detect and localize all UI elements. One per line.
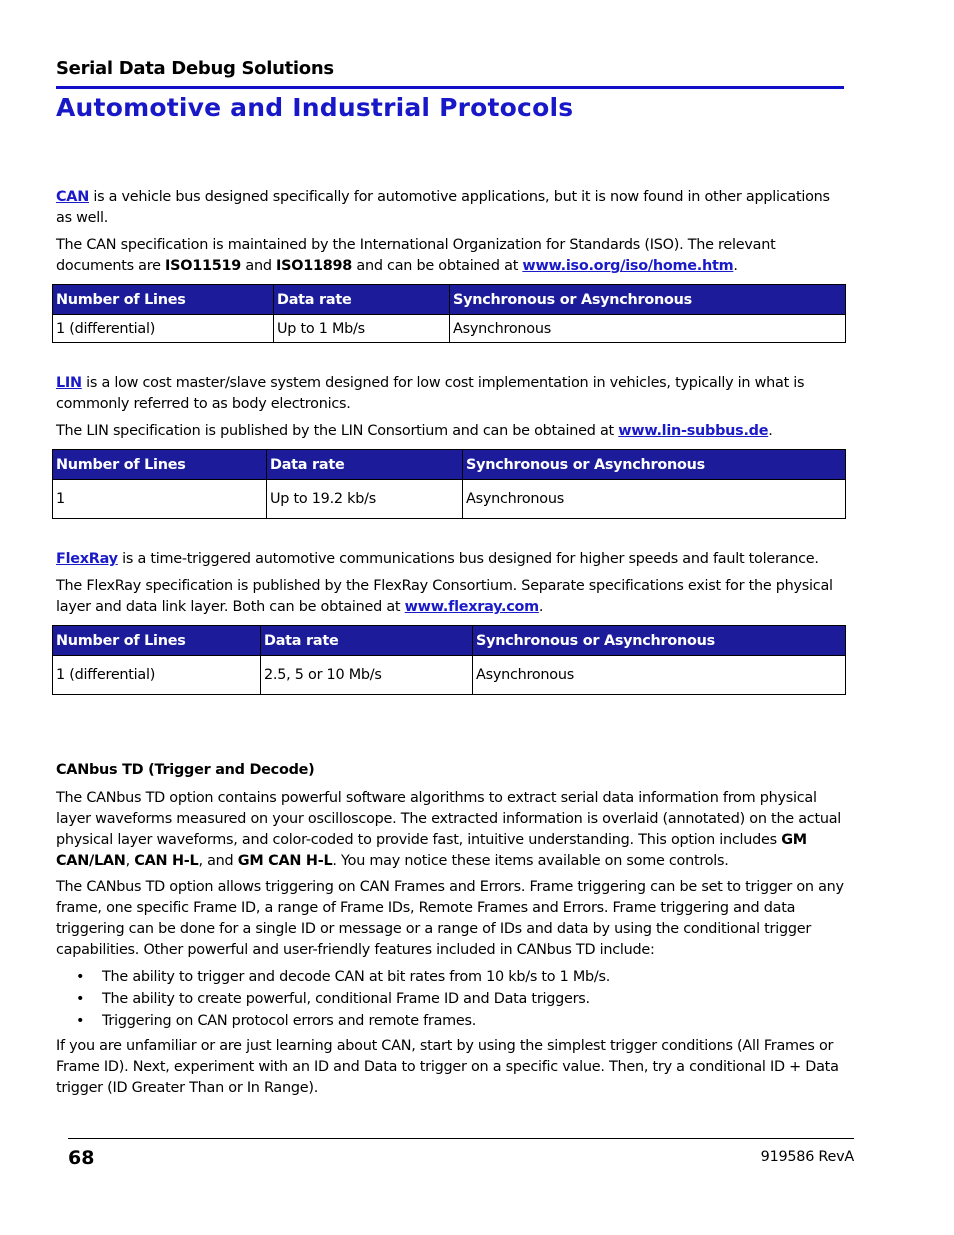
table-header: Data rate: [267, 450, 463, 480]
footer-divider: [68, 1138, 854, 1139]
table-cell: 1: [53, 480, 267, 519]
canbus-section: [56, 788, 846, 1099]
lin-subbus-link[interactable]: www.lin-subbus.de: [618, 423, 769, 439]
table-header: Data rate: [274, 285, 450, 315]
flexray-intro: FlexRay is a time-triggered automotive communications bus designed for higher speeds and fault tolerance.: [56, 551, 819, 567]
canbus-paragraph-2: The CANbus TD option allows triggering on CAN Frames and Errors. Frame triggering can be set to trigger on any frame, one specific Frame ID, a range of Frame IDs, Remote Frames and Errors. Frame triggering and data triggering can be done for a single ID or message or a range of IDs and data by using the conditional trigger capabilities. Other powerful and user-friendly features included in CANbus TD include:: [56, 879, 844, 958]
list-item: • The ability to trigger and decode CAN at bit rates from 10 kb/s to 1 Mb/s.: [56, 966, 846, 988]
flexray-url-link[interactable]: www.flexray.com: [404, 599, 539, 615]
table-header-row: [53, 285, 846, 315]
iso-link[interactable]: www.iso.org/iso/home.htm: [522, 258, 734, 274]
table-cell: 1 (differential): [53, 315, 274, 343]
lin-section: [56, 373, 846, 442]
can-link[interactable]: CAN: [56, 189, 89, 205]
table-cell: Up to 19.2 kb/s: [267, 480, 463, 519]
canbus-paragraph-3: If you are unfamiliar or are just learning about CAN, start by using the simplest trigger conditions (All Frames or Frame ID). Next, experiment with an ID and Data to trigger on a specific value. Then, try a conditional ID + Data trigger (ID Greater Than or In Range).: [56, 1038, 839, 1096]
table-header: Data rate: [261, 626, 473, 656]
table-header: Number of Lines: [53, 626, 261, 656]
canbus-paragraph-1: The CANbus TD option contains powerful software algorithms to extract serial data information from physical layer waveforms measured on your oscilloscope. The extracted information is overlaid (annotated) on the actual physical layer waveforms, and color-coded to provide fast, intuitive understanding. This option includes GM CAN/LAN, CAN H-L, and GM CAN H-L. You may notice these items available on some controls.: [56, 790, 842, 869]
document-id: 919586 RevA: [760, 1149, 854, 1165]
lin-intro: LIN is a low cost master/slave system designed for low cost implementation in vehicles, typically in what is commonly referred to as body electronics.: [56, 375, 805, 412]
flexray-spec: The FlexRay specification is published by the FlexRay Consortium. Separate specifications exist for the physical layer and data link layer. Both can be obtained at www.flexray.com.: [56, 578, 833, 615]
table-header-row: [53, 626, 846, 656]
header-divider: [56, 86, 844, 89]
list-item: • Triggering on CAN protocol errors and remote frames.: [56, 1010, 846, 1032]
table-row: [53, 480, 846, 519]
can-intro: CAN is a vehicle bus designed specifically for automotive applications, but it is now found in other applications as well.: [56, 189, 830, 226]
table-header: Synchronous or Asynchronous: [463, 450, 846, 480]
table-cell: 2.5, 5 or 10 Mb/s: [261, 656, 473, 695]
lin-link[interactable]: LIN: [56, 375, 82, 391]
table-header-row: [53, 450, 846, 480]
feature-list: [56, 966, 846, 1032]
can-spec: The CAN specification is maintained by the International Organization for Standards (ISO). The relevant documents are ISO11519 and ISO11898 and can be obtained at www.iso.org/iso/home.htm.: [56, 237, 776, 274]
can-table: [52, 284, 846, 343]
list-item: • The ability to create powerful, conditional Frame ID and Data triggers.: [56, 988, 846, 1010]
table-cell: Asynchronous: [450, 315, 846, 343]
bullet-icon: •: [76, 991, 85, 1007]
table-header: Synchronous or Asynchronous: [473, 626, 846, 656]
table-row: [53, 656, 846, 695]
flexray-table: [52, 625, 846, 695]
table-cell: Asynchronous: [473, 656, 846, 695]
section-header: Serial Data Debug Solutions: [56, 58, 334, 79]
flexray-link[interactable]: FlexRay: [56, 551, 118, 567]
page-number: 68: [68, 1147, 95, 1169]
can-section: [56, 187, 846, 277]
bullet-icon: •: [76, 1013, 85, 1029]
lin-table: [52, 449, 846, 519]
flexray-section: [56, 549, 846, 618]
lin-spec: The LIN specification is published by the LIN Consortium and can be obtained at www.lin-subbus.de.: [56, 423, 773, 439]
table-header: Number of Lines: [53, 285, 274, 315]
page-title: Automotive and Industrial Protocols: [56, 93, 574, 122]
table-cell: Up to 1 Mb/s: [274, 315, 450, 343]
table-cell: Asynchronous: [463, 480, 846, 519]
table-cell: 1 (differential): [53, 656, 261, 695]
table-header: Number of Lines: [53, 450, 267, 480]
canbus-heading: CANbus TD (Trigger and Decode): [56, 762, 315, 778]
table-row: [53, 315, 846, 343]
bullet-icon: •: [76, 969, 85, 985]
table-header: Synchronous or Asynchronous: [450, 285, 846, 315]
